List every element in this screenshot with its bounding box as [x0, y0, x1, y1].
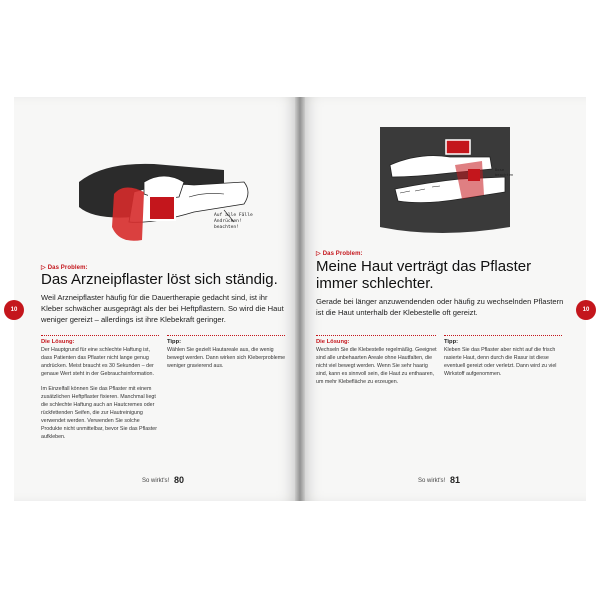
- page-number: 81: [450, 475, 461, 485]
- solution-text: Der Hauptgrund für eine schlechte Haftung ist, dass Patienten das Pflaster nicht lange genug andrücken. Meist braucht es 30 Sekunden – der genaue Wert steht in der Gebrauchsinformation. Im Einzelfall können Sie das Pflaster mit einem zusätzlichen Heftpflaster fixieren. Manchmal liegt die schlechte Haftung auch an Hautcremes oder rückfettenden Seifen, die zur Hautreinigung verwendet werden. Verwenden Sie solche Produkte nicht unmittelbar, bevor Sie das Pflaster aufkleben.: [41, 347, 158, 440]
- intro-text: Gerade bei länger anzuwendenden oder häufig zu wechselnden Pflastern ist die Haut unterhalb der Klebestelle oft gereizt.: [316, 297, 564, 317]
- illustration-handwritten-note: Auf alle Fälle Andrücken! beachten!: [214, 213, 253, 230]
- page-headline: Meine Haut verträgt das Pflaster immer schlechter.: [316, 258, 532, 292]
- page-headline: Das Arzneipflaster löst sich ständig.: [41, 271, 278, 288]
- tip-label: Tipp:: [444, 339, 459, 345]
- side-tab: 10: [4, 300, 24, 320]
- page-footer: So wirkt's!: [142, 478, 170, 484]
- page-number: 80: [174, 475, 185, 485]
- solution-text: Wechseln Sie die Klebestelle regelmäßig. Geeignet sind alle unbehaarten Areale ohne Hautfalten, die nicht viel bewegt werden. Wenn Sie sehr haarig sind, kann es sinnvoll sein, die Haut zu enthaaren, um mehr Klebefläche zu erzeugen.: [316, 347, 437, 385]
- divider-tip: [444, 335, 562, 336]
- left-page: [10, 97, 300, 501]
- page-footer: So wirkt's!: [418, 478, 446, 484]
- left-illustration-arm-patch: [74, 152, 264, 252]
- open-book: [10, 97, 590, 501]
- solution-label: Die Lösung:: [316, 339, 350, 345]
- tip-text: Wählen Sie gezielt Hautareale aus, die wenig bewegt werden. Dann wirken sich Kleberprobleme weniger gravierend aus.: [167, 347, 286, 369]
- divider-tip: [167, 335, 285, 336]
- right-page: [300, 97, 590, 501]
- divider-solution: [41, 335, 159, 336]
- intro-text: Weil Arzneipflaster häufig für die Dauertherapie gedacht sind, ist ihr Kleber schwächer ausgeprägt als der bei Heftpflastern. So wird die Haut weniger gereizt – allerdings ist ihre Klebekraft geringer.: [41, 293, 284, 324]
- solution-label: Die Lösung:: [41, 339, 75, 345]
- right-illustration-arm-patch: [380, 127, 510, 237]
- side-tab: 10: [576, 300, 596, 320]
- divider-solution: [316, 335, 436, 336]
- tip-text: Kleben Sie das Pflaster aber nicht auf die frisch rasierte Haut, denn durch die Rasur ist diese eventuell gereizt oder verletzt. Dann wird zu viel Wirkstoff aufgenommen.: [444, 347, 557, 377]
- tip-label: Tipp:: [167, 339, 182, 345]
- problem-label: ▷ Das Problem:: [316, 251, 363, 257]
- book-spine: [295, 97, 305, 501]
- problem-label: ▷ Das Problem:: [41, 265, 88, 271]
- illustration-handwritten-note: Dose beachten: [495, 167, 514, 177]
